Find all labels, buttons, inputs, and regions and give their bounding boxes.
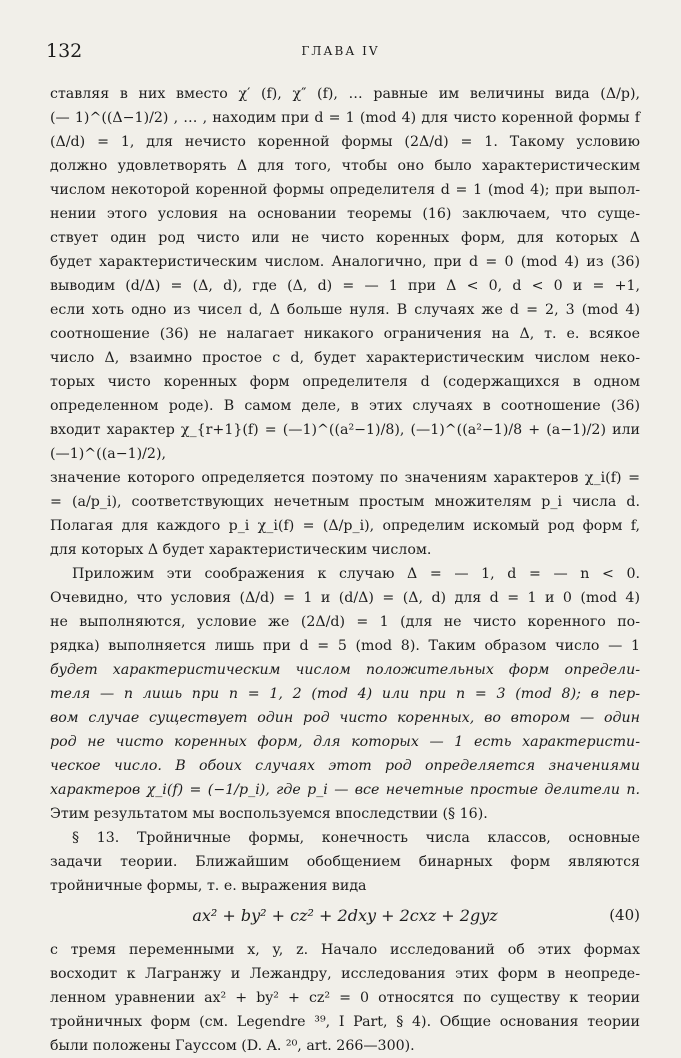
- text-line: (Δ/d) = 1, для нечисто коренной формы (2Δ/d) = 1. Такому условию: [50, 134, 640, 150]
- text-line: с тремя переменными x, y, z. Начало исследований об этих формах: [50, 942, 640, 958]
- text-line: соотношение (36) не налагает никакого ограничения на Δ, т. е. всякое: [50, 326, 640, 342]
- text-line: ческое число. В обоих случаях этот род определяется значениями: [50, 758, 640, 774]
- formula-number: (40): [609, 906, 640, 924]
- text-line: числом некоторой коренной формы определителя d = 1 (mod 4); при выпол-: [50, 182, 640, 198]
- text-line: Очевидно, что условия (Δ/d) = 1 и (d/Δ) = (Δ, d) для d = 1 и 0 (mod 4): [50, 590, 640, 606]
- text-line: рядка) выполняется лишь при d = 5 (mod 8). Таким образом число — 1: [50, 638, 640, 654]
- text-line: Этим результатом мы воспользуемся впоследствии (§ 16).: [50, 806, 488, 822]
- formula-expression: ax² + by² + cz² + 2dxy + 2cxz + 2gyz: [192, 906, 498, 925]
- text-line: Приложим эти соображения к случаю Δ = — 1, d = — n < 0.: [72, 566, 640, 582]
- text-line: теля — n лишь при n = 1, 2 (mod 4) или при n = 3 (mod 8); в пер-: [50, 686, 640, 702]
- chapter-title: ГЛАВА IV: [301, 44, 380, 58]
- text-line: не выполняются, условие же (2Δ/d) = 1 (для не чисто коренного по-: [50, 614, 640, 630]
- text-block-tail: [50, 938, 640, 1058]
- page-header: [0, 40, 681, 64]
- text-line: ставляя в них вместо χ′ (f), χ″ (f), … равные им величины вида (Δ/p),: [50, 86, 640, 102]
- text-line: тройничных форм (см. Legendre ³⁹, I Part, § 4). Общие основания теории: [50, 1014, 640, 1030]
- text-line: род не чисто коренных форм, для которых — 1 есть характеристи-: [50, 734, 640, 750]
- page-body: [50, 82, 640, 1058]
- text-line: выводим (d/Δ) = (Δ, d), где (Δ, d) = — 1 при Δ < 0, d < 0 и = +1,: [50, 278, 640, 294]
- text-line: будет характеристическим числом положительных форм определи-: [50, 662, 640, 678]
- text-line: были положены Гауссом (D. A. ²⁰, art. 266—300).: [50, 1038, 415, 1054]
- text-line: торых чисто коренных форм определителя d (содержащихся в одном: [50, 374, 640, 390]
- text-line: § 13. Тройничные формы, конечность числа классов, основные: [72, 830, 640, 846]
- text-line: задачи теории. Ближайшим обобщением бинарных форм являются: [50, 854, 640, 870]
- text-line: ленном уравнении ax² + by² + cz² = 0 относятся по существу к теории: [50, 990, 640, 1006]
- text-line: = (a/p_i), соответствующих нечетным простым множителям p_i числа d.: [50, 494, 640, 510]
- text-line: вом случае существует один род чисто коренных, во втором — один: [50, 710, 640, 726]
- text-line: характеров χ_i(f) = (−1/p_i), где p_i — все нечетные простые делители n.: [50, 782, 640, 798]
- page-number: 132: [46, 40, 83, 62]
- text-line: значение которого определяется поэтому по значениям характеров χ_i(f) =: [50, 470, 640, 486]
- text-block: [50, 82, 640, 898]
- text-line: Полагая для каждого p_i χ_i(f) = (Δ/p_i), определим искомый род форм f,: [50, 518, 640, 534]
- text-line: входит характер χ_{r+1}(f) = (—1)^((a²−1)/8), (—1)^((a²−1)/8 + (a−1)/2) или (—1)^((a−1)/2),: [50, 422, 640, 462]
- text-line: для которых Δ будет характеристическим числом.: [50, 542, 432, 558]
- text-line: ствует один род чисто или не чисто коренных форм, для которых Δ: [50, 230, 640, 246]
- formula-40: [50, 898, 640, 938]
- text-line: тройничные формы, т. е. выражения вида: [50, 878, 367, 894]
- text-line: восходит к Лагранжу и Лежандру, исследования этих форм в неопреде-: [50, 966, 640, 982]
- text-line: должно удовлетворять Δ для того, чтобы оно было характеристическим: [50, 158, 640, 174]
- text-line: число Δ, взаимно простое с d, будет характеристическим числом неко-: [50, 350, 640, 366]
- text-line: нении этого условия на основании теоремы (16) заключаем, что суще-: [50, 206, 640, 222]
- text-line: определенном роде). В самом деле, в этих случаях в соотношение (36): [50, 398, 640, 414]
- text-line: если хоть одно из чисел d, Δ больше нуля. В случаях же d = 2, 3 (mod 4): [50, 302, 640, 318]
- text-line: (— 1)^((Δ−1)/2) , … , находим при d = 1 (mod 4) для чисто коренной формы f: [50, 110, 640, 126]
- text-line: будет характеристическим числом. Аналогично, при d = 0 (mod 4) из (36): [50, 254, 640, 270]
